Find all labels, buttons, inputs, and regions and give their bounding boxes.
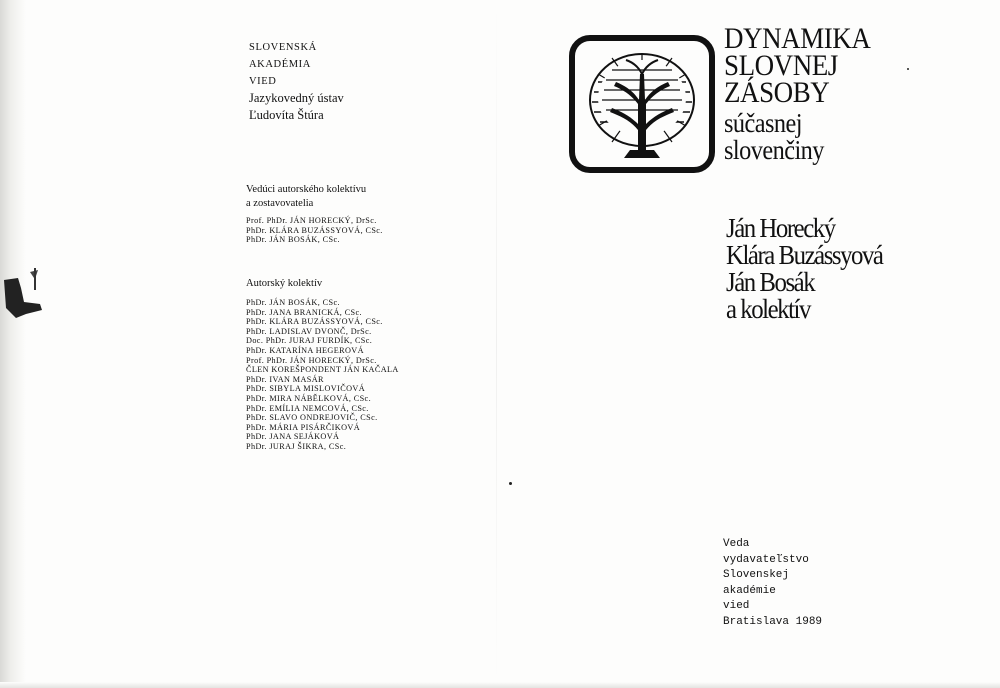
publisher-line: Ľudovíta Štúra bbox=[249, 108, 324, 122]
author-name: PhDr. IVAN MASÁR bbox=[246, 374, 324, 384]
author-name: PhDr. JURAJ ŠIKRA, CSc. bbox=[246, 441, 347, 451]
main-authors bbox=[726, 215, 896, 323]
publisher-line: AKADÉMIA bbox=[249, 59, 311, 70]
ink-speck bbox=[509, 482, 512, 485]
publisher-block bbox=[249, 39, 344, 124]
imprint-line: Slovenskej bbox=[723, 569, 790, 582]
scan-edge-bottom bbox=[0, 682, 1000, 688]
author-name: PhDr. JANA BRANICKÁ, CSc. bbox=[246, 307, 362, 317]
binding-mark bbox=[4, 268, 44, 330]
page-gutter bbox=[496, 0, 497, 688]
leaders-heading-line: Vedúci autorského kolektívu bbox=[246, 184, 367, 195]
leader-name: PhDr. JÁN BOSÁK, CSc. bbox=[246, 235, 340, 245]
author-name: ČLEN KOREŠPONDENT JÁN KAČALA bbox=[246, 365, 399, 375]
leaders-heading-line: a zostavovatelia bbox=[246, 198, 314, 209]
title-line: ZÁSOBY bbox=[724, 76, 830, 109]
leaders-list bbox=[246, 216, 383, 245]
author-name: PhDr. SIBYLA MISLOVIČOVÁ bbox=[246, 384, 366, 394]
ink-speck bbox=[907, 68, 909, 70]
publisher-line: Jazykovedný ústav bbox=[249, 91, 344, 105]
author-name: PhDr. SLAVO ONDREJOVIČ, CSc. bbox=[246, 413, 378, 423]
author-name: PhDr. JANA SEJÁKOVÁ bbox=[246, 432, 340, 442]
author-name: PhDr. MÁRIA PISÁRČIKOVÁ bbox=[246, 422, 361, 432]
authors-list bbox=[246, 298, 399, 452]
main-author: Klára Buzássyová bbox=[726, 240, 883, 270]
author-name: PhDr. EMÍLIA NEMCOVÁ, CSc. bbox=[246, 403, 369, 413]
author-name: PhDr. KATARÍNA HEGEROVÁ bbox=[246, 345, 364, 355]
imprint-line: vied bbox=[723, 600, 750, 613]
publisher-line: VIED bbox=[249, 76, 277, 87]
subtitle-line: slovenčiny bbox=[724, 135, 824, 165]
main-author: Ján Bosák bbox=[726, 267, 815, 297]
tree-logo-icon bbox=[568, 34, 716, 174]
author-name: PhDr. LADISLAV DVONČ, DrSc. bbox=[246, 326, 372, 336]
authors-heading: Autorský kolektív bbox=[246, 278, 323, 289]
imprint-block bbox=[723, 537, 822, 631]
leader-name: PhDr. KLÁRA BUZÁSSYOVÁ, CSc. bbox=[246, 225, 383, 235]
title-line: SLOVNEJ bbox=[724, 49, 838, 82]
leaders-heading bbox=[246, 183, 383, 211]
book-title bbox=[724, 22, 887, 165]
scan-edge-left bbox=[0, 0, 26, 688]
subtitle-line: súčasnej bbox=[724, 108, 803, 138]
author-name: Prof. PhDr. JÁN HORECKÝ, DrSc. bbox=[246, 355, 377, 365]
main-author: Ján Horecký bbox=[726, 213, 835, 243]
title-line: DYNAMIKA bbox=[724, 22, 871, 55]
leader-name: Prof. PhDr. JÁN HORECKÝ, DrSc. bbox=[246, 216, 377, 225]
main-author: a kolektív bbox=[726, 294, 810, 324]
imprint-line: akadémie bbox=[723, 584, 776, 597]
imprint-line: Veda bbox=[723, 538, 750, 550]
imprint-line: Bratislava 1989 bbox=[723, 615, 823, 628]
author-name: PhDr. KLÁRA BUZÁSSYOVÁ, CSc. bbox=[246, 317, 383, 327]
publisher-line: SLOVENSKÁ bbox=[249, 42, 317, 53]
imprint-line: vydavateľstvo bbox=[723, 553, 809, 566]
authors-section bbox=[246, 277, 399, 452]
leaders-section bbox=[246, 183, 383, 245]
author-name: Doc. PhDr. JURAJ FURDÍK, CSc. bbox=[246, 336, 373, 346]
author-name: PhDr. MIRA NÁBĚLKOVÁ, CSc. bbox=[246, 393, 372, 403]
author-name: PhDr. JÁN BOSÁK, CSc. bbox=[246, 298, 340, 307]
